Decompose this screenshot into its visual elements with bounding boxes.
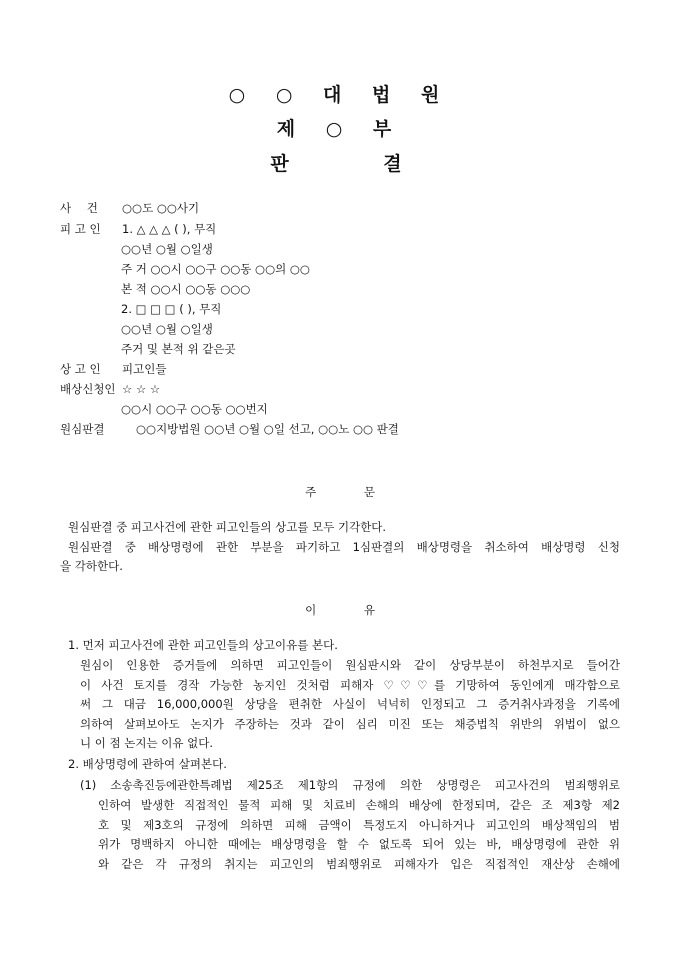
- reason-item-2-title-wrap: [68, 755, 620, 775]
- lower-judgment-value: ○○지방법원 ○○년 ○월 ○일 선고, ○○노 ○○ 판결: [136, 422, 399, 436]
- reason-item-2-sub1-line: 와 같은 각 규정의 취지는 피고인의 범죄행위로 피해자가 입은 직접적인 재산상 손해에: [98, 856, 620, 871]
- case-label: 사 건: [60, 201, 104, 215]
- claimant-row: [60, 382, 160, 396]
- division-name: 제 ○ 부: [276, 118, 404, 140]
- order-text: [60, 518, 620, 577]
- order-heading: 주 문: [305, 485, 397, 499]
- appellant-label: 상 고 인: [60, 362, 101, 376]
- reason-item-2-sub1-line: 인하여 발생한 직접적인 물적 피해 및 치료비 손해의 배상에 한정되며, 같은 조 제3항 제2: [98, 798, 620, 812]
- order-line-1: 원심판결 중 피고사건에 관한 피고인들의 상고를 모두 기각한다.: [68, 520, 387, 534]
- appellant-row: [60, 362, 166, 376]
- reason-item-1-line: 니 이 점 논지는 이유 없다.: [80, 736, 214, 750]
- reason-item-1-title-wrap: [68, 636, 620, 656]
- reason-item-1-line: 원심이 인용한 증거들에 의하면 피고인들이 원심판시와 같이 상당부분이 하천부지로 들어간: [80, 658, 620, 672]
- reason-item-2-sub1-line: 위가 명백하지 아니한 때에는 배상명령을 할 수 없도록 되어 있는 바, 배상명령에 관한 위: [98, 837, 620, 851]
- defendant2-address: 주거 및 본적 위 같은곳: [121, 342, 236, 356]
- defendant-row: [60, 222, 216, 236]
- reason-item-2-sub1-line: 호 및 제3호의 규정에 의하면 피해 금액이 특정도지 아니하거나 피고인의 배상책임의 범: [98, 817, 620, 832]
- lower-judgment-label: 원심판결: [60, 422, 105, 436]
- defendant2-birth: ○○년 ○월 ○일생: [121, 322, 213, 336]
- claimant-address: ○○시 ○○구 ○○동 ○○번지: [121, 402, 268, 416]
- lower-judgment-row: [60, 422, 399, 436]
- reason-item-1-body: [80, 656, 620, 754]
- reason-item-2-sub1-line: (1) 소송촉진등에관한특례법 제25조 제1항의 규정에 의한 상명령은 피고사건의 범죄행위로: [80, 778, 620, 792]
- reason-item-2-sub1-first: [80, 776, 620, 796]
- defendant1-domicile: 본 적 ○○시 ○○동 ○○○: [121, 282, 251, 296]
- appellant-value: 피고인들: [122, 362, 167, 376]
- document-type: 판 결: [270, 153, 446, 175]
- claimant-value: ☆ ☆ ☆: [122, 382, 161, 396]
- order-line-3: 을 각하한다.: [60, 559, 123, 573]
- reason-item-2-title: 2. 배상명령에 관하여 살펴본다.: [68, 757, 227, 771]
- defendant1-line: 1. △ △ △ ( ), 무직: [122, 222, 217, 236]
- reason-item-1-title: 1. 먼저 피고사건에 관한 피고인들의 상고이유를 본다.: [68, 638, 338, 652]
- reason-item-1-line: 이 사건 토지를 경작 가능한 농지인 것처럼 피해자 ♡♡♡를 기망하여 동인에게 매각함으로: [80, 677, 620, 692]
- reason-item-1-line: 써 그 대금 16,000,000원 상당을 편취한 사실이 넉넉히 인정되고 그 증거취사과정을 기록에: [80, 697, 620, 711]
- defendant-label: 피 고 인: [60, 222, 101, 236]
- court-name: ○ ○ 대 법 원: [228, 84, 452, 106]
- reason-item-1-line: 의하여 살펴보아도 논지가 주장하는 것과 같이 심리 미진 또는 채증법칙 위반의 위법이 없으: [80, 716, 620, 731]
- case-value: ○○도 ○○사기: [122, 201, 200, 215]
- defendant1-address: 주 거 ○○시 ○○구 ○○동 ○○의 ○○: [121, 262, 310, 276]
- reason-item-2-sub1-body: [98, 796, 620, 874]
- claimant-label: 배상신청인: [60, 382, 116, 396]
- case-row: [60, 201, 199, 215]
- defendant1-birth: ○○년 ○월 ○일생: [121, 242, 213, 256]
- reasons-heading: 이 유: [305, 603, 397, 617]
- defendant2-line: 2. □ □ □ ( ), 무직: [121, 302, 222, 316]
- order-line-2: 원심판결 중 배상명령에 관한 부분을 파기하고 1심판결의 배상명령을 취소하여 배상명령 신청: [68, 539, 620, 554]
